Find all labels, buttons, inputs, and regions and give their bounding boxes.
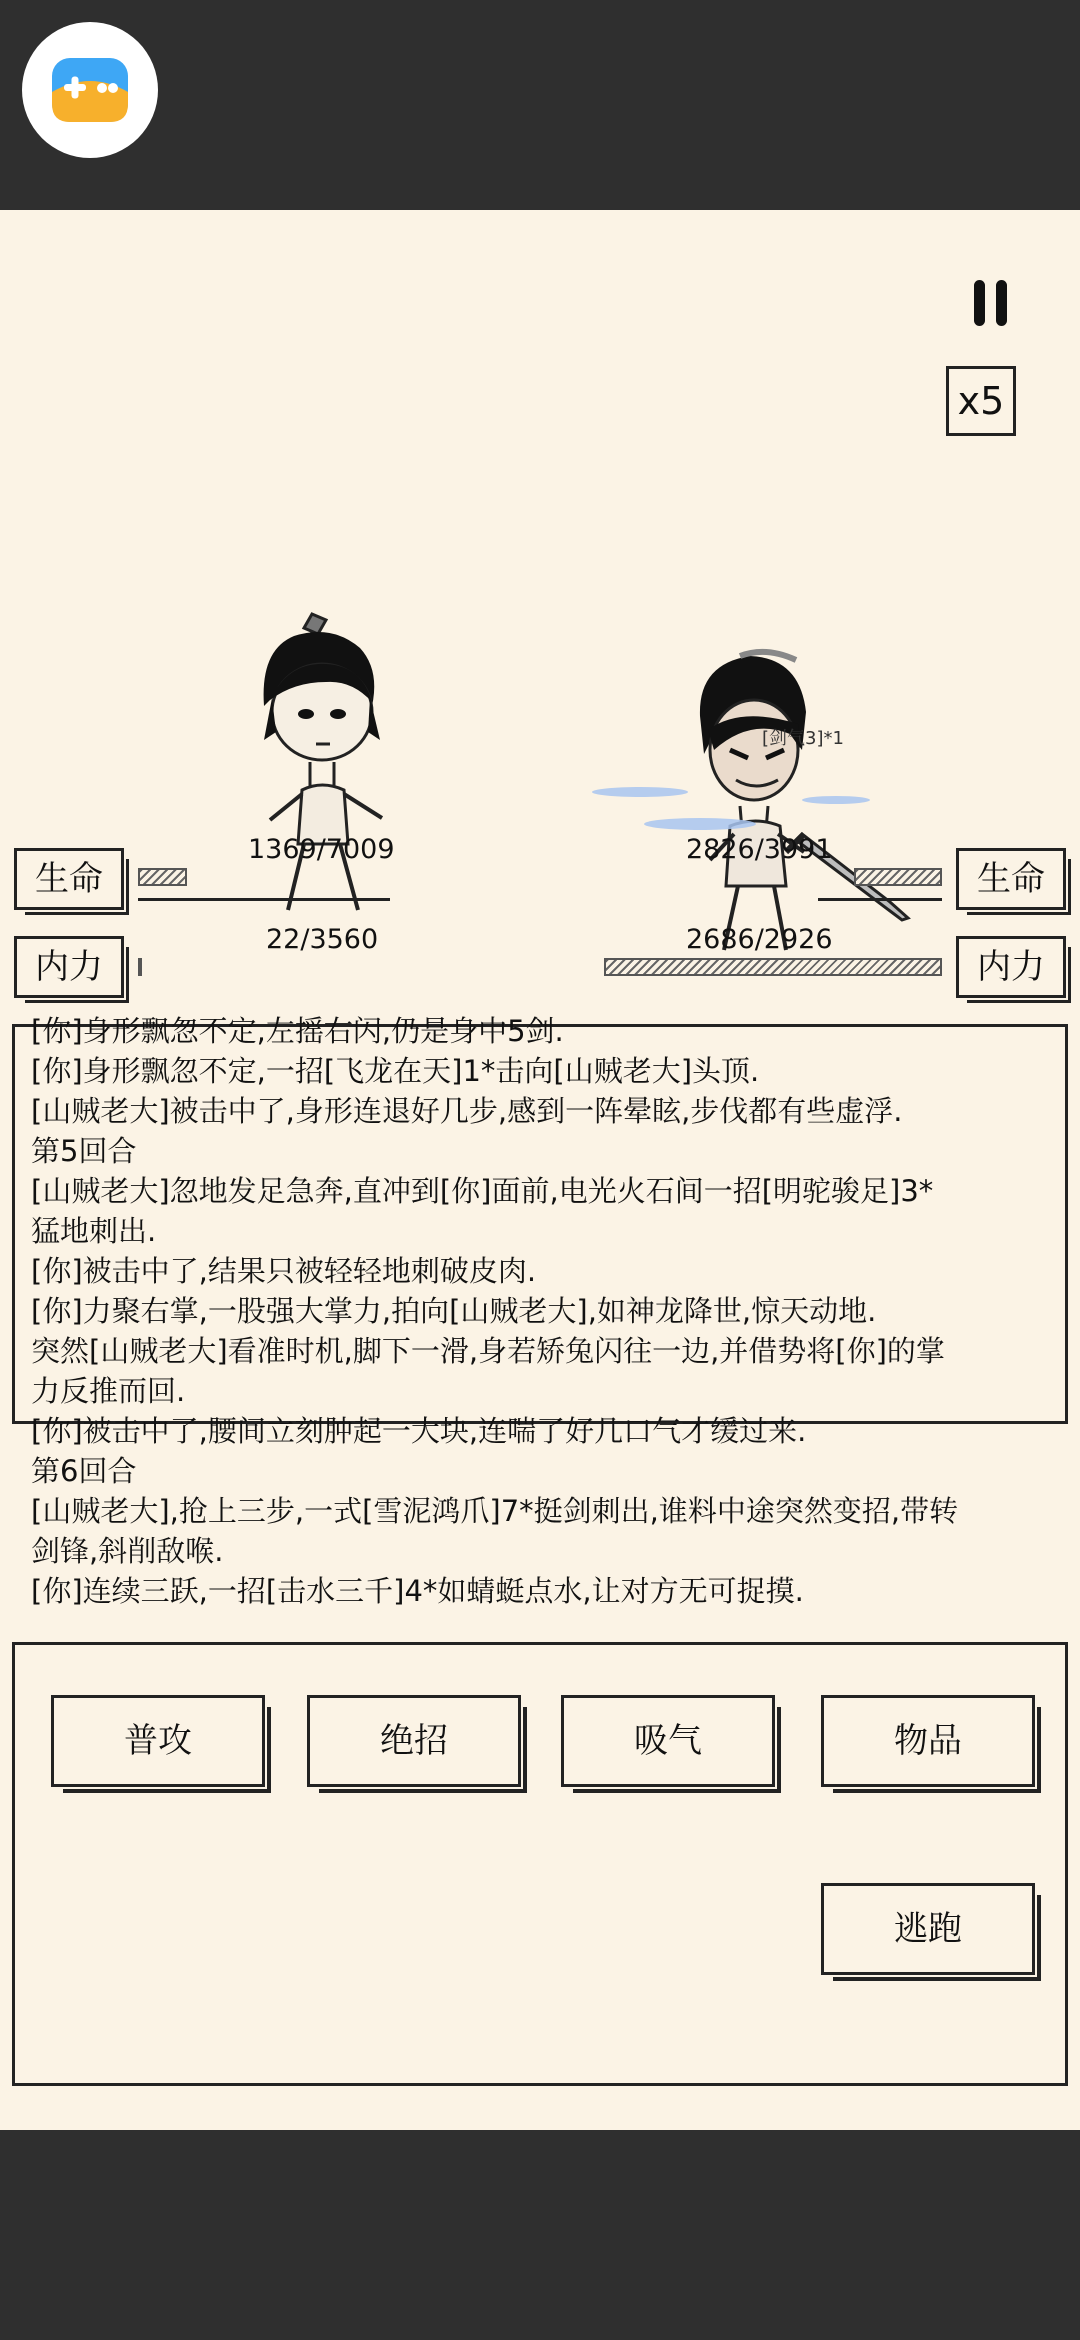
battle-log-line: [山贼老大]被击中了,身形连退好几步,感到一阵晕眩,步伐都有些虚浮. bbox=[31, 1094, 903, 1128]
enemy-hp-bar-fill bbox=[854, 868, 942, 886]
battle-log-line: [山贼老大]忽地发足急奔,直冲到[你]面前,电光火石间一招[明驼骏足]3* bbox=[31, 1174, 934, 1208]
enemy-bandit-boss bbox=[590, 450, 920, 970]
player-mp-value: 22/3560 bbox=[266, 924, 379, 955]
enemy-mp-label: 内力 bbox=[956, 936, 1066, 998]
pause-button[interactable] bbox=[970, 280, 1014, 328]
attack-button[interactable]: 普攻 bbox=[51, 1695, 265, 1787]
battle-log-line: 力反推而回. bbox=[31, 1374, 186, 1408]
player-mp-bar-fill bbox=[138, 958, 142, 976]
enemy-status-effect: [剑气3]*1 bbox=[762, 728, 844, 749]
enemy-hp-bar-base bbox=[818, 898, 942, 901]
enemy-mp-value: 2686/2926 bbox=[686, 924, 833, 955]
player-hp-bar-fill bbox=[138, 868, 187, 886]
battle-log-line: [你]力聚右掌,一股强大掌力,拍向[山贼老大],如神龙降世,惊天动地. bbox=[31, 1294, 877, 1328]
battle-log-line: 剑锋,斜削敌喉. bbox=[31, 1534, 224, 1568]
bottom-system-bar bbox=[0, 2130, 1080, 2340]
battle-log-line: [你]被击中了,腰间立刻肿起一大块,连喘了好几口气才缓过来. bbox=[31, 1414, 807, 1448]
top-system-bar bbox=[0, 0, 1080, 210]
player-mp-label: 内力 bbox=[14, 936, 124, 998]
pause-icon-bar bbox=[996, 280, 1007, 326]
battle-log-line: 突然[山贼老大]看准时机,脚下一滑,身若矫兔闪往一边,并借势将[你]的掌 bbox=[31, 1334, 945, 1368]
enemy-mp-bar-fill bbox=[604, 958, 942, 976]
battle-log-line: 第5回合 bbox=[31, 1134, 137, 1168]
special-move-button[interactable]: 绝招 bbox=[307, 1695, 521, 1787]
player-hp-value: 1369/7009 bbox=[248, 834, 395, 865]
battle-log-lines bbox=[31, 1011, 1051, 1611]
battle-log-line: 第6回合 bbox=[31, 1454, 137, 1488]
breathe-button[interactable]: 吸气 bbox=[561, 1695, 775, 1787]
battle-log[interactable] bbox=[12, 1014, 1068, 1608]
battle-log-line: [山贼老大],抢上三步,一式[雪泥鸿爪]7*挺剑刺出,谁料中途突然变招,带转 bbox=[31, 1494, 959, 1528]
battle-log-line: [你]身形飘忽不定,左摇右闪,仍是身中5剑. bbox=[31, 1014, 564, 1048]
pause-icon-bar bbox=[974, 280, 985, 326]
battle-log-line: [你]身形飘忽不定,一招[飞龙在天]1*击向[山贼老大]头顶. bbox=[31, 1054, 760, 1088]
game-center-badge[interactable] bbox=[22, 22, 158, 158]
enemy-hp-label: 生命 bbox=[956, 848, 1066, 910]
player-hp-label: 生命 bbox=[14, 848, 124, 910]
player-hp-bar-base bbox=[138, 898, 390, 901]
speed-toggle-button[interactable]: x5 bbox=[946, 366, 1016, 436]
action-panel bbox=[12, 1642, 1068, 2086]
items-button[interactable]: 物品 bbox=[821, 1695, 1035, 1787]
battle-log-line: [你]被击中了,结果只被轻轻地刺破皮肉. bbox=[31, 1254, 537, 1288]
gamepad-icon bbox=[50, 52, 130, 128]
battle-log-line: 猛地刺出. bbox=[31, 1214, 157, 1248]
enemy-hp-value: 2826/3991 bbox=[686, 834, 833, 865]
battle-screen bbox=[0, 210, 1080, 2130]
flee-button[interactable]: 逃跑 bbox=[821, 1883, 1035, 1975]
battle-log-line: [你]连续三跃,一招[击水三千]4*如蜻蜓点水,让对方无可捉摸. bbox=[31, 1574, 804, 1608]
